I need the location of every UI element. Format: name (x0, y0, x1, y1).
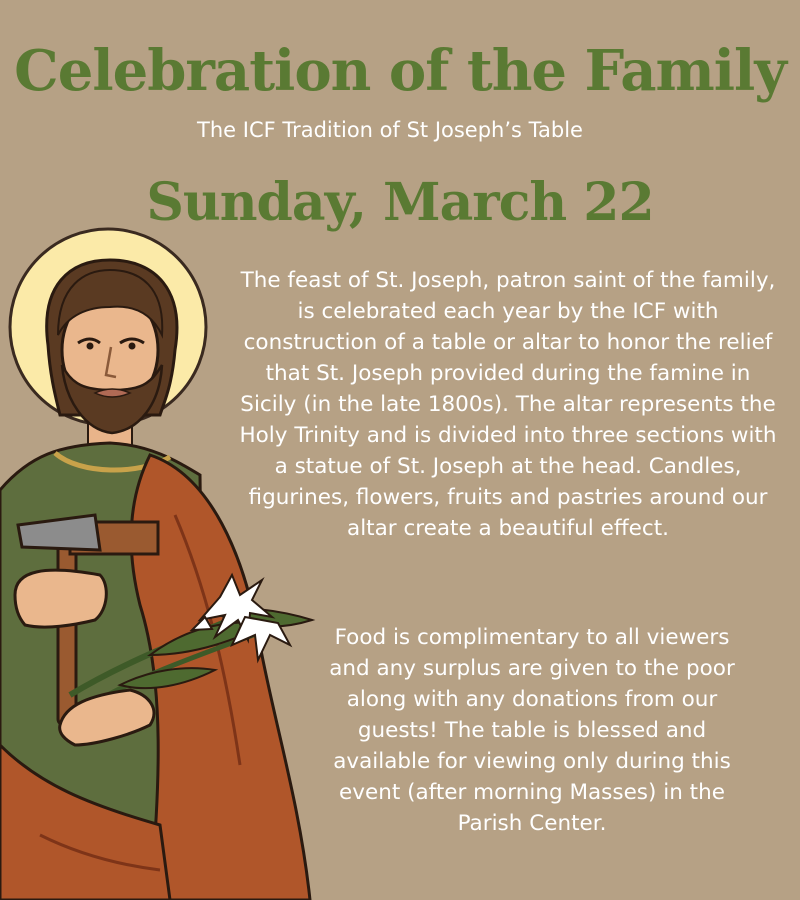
poster-subtitle: The ICF Tradition of St Joseph’s Table (197, 118, 583, 142)
left-hand (15, 570, 106, 627)
description-paragraph-food: Food is complimentary to all viewers and any surplus are given to the poor along with any donations from our guests! The table is blessed and available for viewing only during this event (after morning Masses) in the Parish Center. (329, 625, 735, 836)
description-paragraph-feast: The feast of St. Joseph, patron saint of the family, is celebrated each year by the ICF with construction of a table or altar to honor the relief that St. Joseph provided during the famine in Sicily (in the late 1800s). The altar represents the Holy Trinity and is divided into three sections with a statue of St. Joseph at the head. Candles, figurines, flowers, fruits and pastries around our altar create a beautiful effect. (239, 268, 777, 541)
event-date: Sunday, March 22 (146, 172, 654, 233)
poster-title: Celebration of the Family (14, 38, 786, 104)
